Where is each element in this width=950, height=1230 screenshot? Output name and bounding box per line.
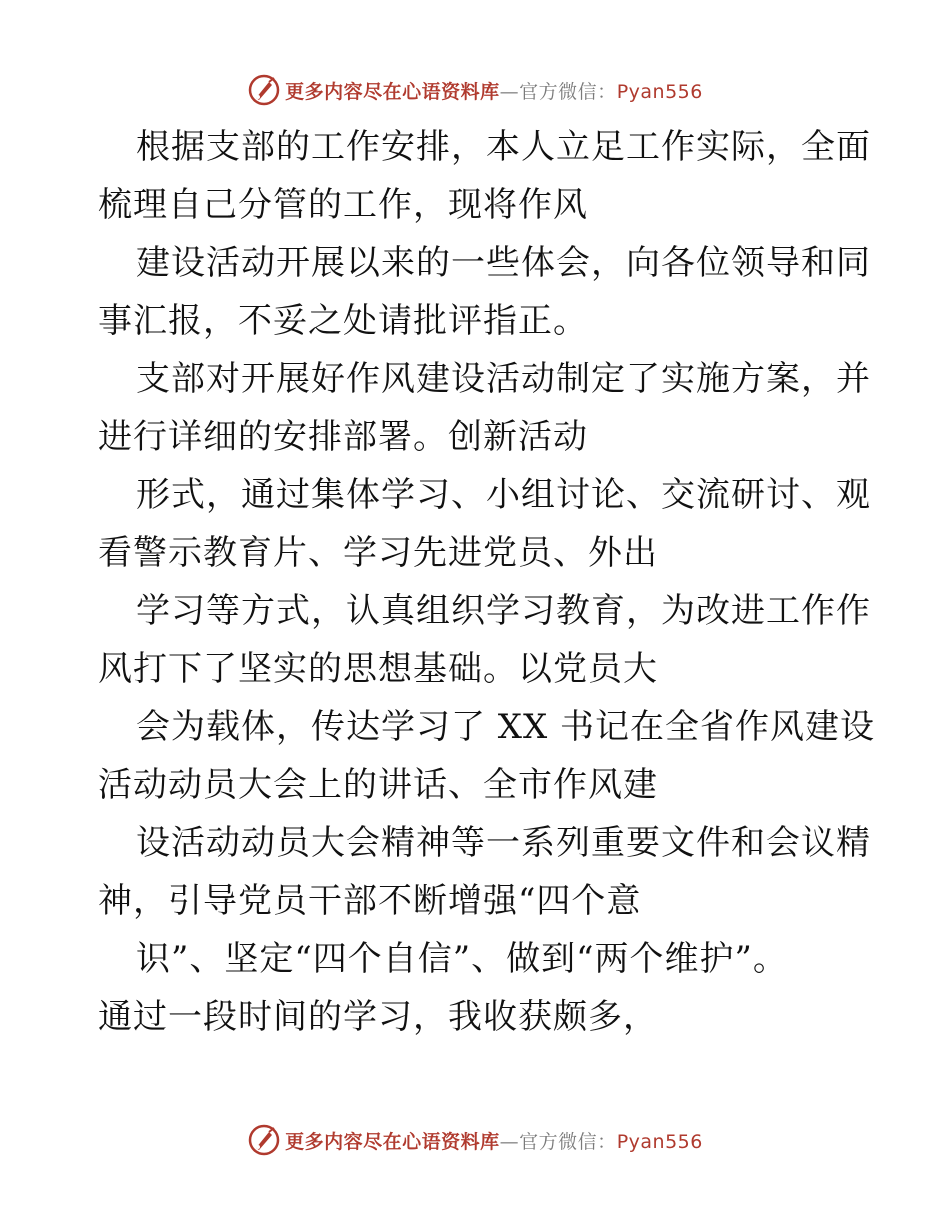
header-banner: [0, 70, 950, 110]
banner-brand: 更多内容尽在心语资料库: [285, 80, 500, 103]
text-line: 形式，通过集体学习、小组讨论、交流研讨、观: [136, 475, 871, 515]
text-line: 支部对开展好作风建设活动制定了实施方案，并: [136, 359, 871, 399]
text-line: 风打下了坚实的思想基础。以党员大: [98, 649, 658, 689]
text-line: 进行详细的安排部署。创新活动: [98, 417, 588, 457]
banner-text: [285, 1127, 703, 1154]
text-line: 活动动员大会上的讲话、全市作风建: [98, 765, 658, 805]
text-line: 识”、坚定“四个自信”、做到“两个维护”。: [136, 939, 788, 979]
text-line: 学习等方式，认真组织学习教育，为改进工作作: [136, 591, 871, 631]
banner-separator: —: [499, 80, 520, 103]
quill-pen-logo-icon: [247, 73, 281, 107]
text-line: 设活动动员大会精神等一系列重要文件和会议精: [136, 823, 871, 863]
text-line: 神，引导党员干部不断增强“四个意: [98, 881, 642, 921]
banner-separator: —: [499, 1130, 520, 1153]
text-line: 建设活动开展以来的一些体会，向各位领导和同: [136, 243, 871, 283]
banner-wechat-handle: Pyan556: [616, 1130, 703, 1153]
banner-text: [285, 77, 703, 104]
banner-wechat-handle: Pyan556: [616, 80, 703, 103]
footer-banner: [0, 1120, 950, 1160]
banner-brand: 更多内容尽在心语资料库: [285, 1130, 500, 1153]
banner-official-label: 官方微信：: [519, 1130, 617, 1153]
text-line: 根据支部的工作安排，本人立足工作实际，全面: [136, 127, 871, 167]
quill-pen-logo-icon: [247, 1123, 281, 1157]
text-line: 通过一段时间的学习，我收获颇多，: [98, 997, 658, 1037]
text-line: 会为载体，传达学习了 XX 书记在全省作风建设: [136, 707, 876, 747]
text-line: 事汇报，不妥之处请批评指正。: [98, 301, 588, 341]
text-line: 看警示教育片、学习先进党员、外出: [98, 533, 658, 573]
banner-official-label: 官方微信：: [519, 80, 617, 103]
document-body: [98, 118, 876, 1046]
text-line: 梳理自己分管的工作，现将作风: [98, 185, 588, 225]
